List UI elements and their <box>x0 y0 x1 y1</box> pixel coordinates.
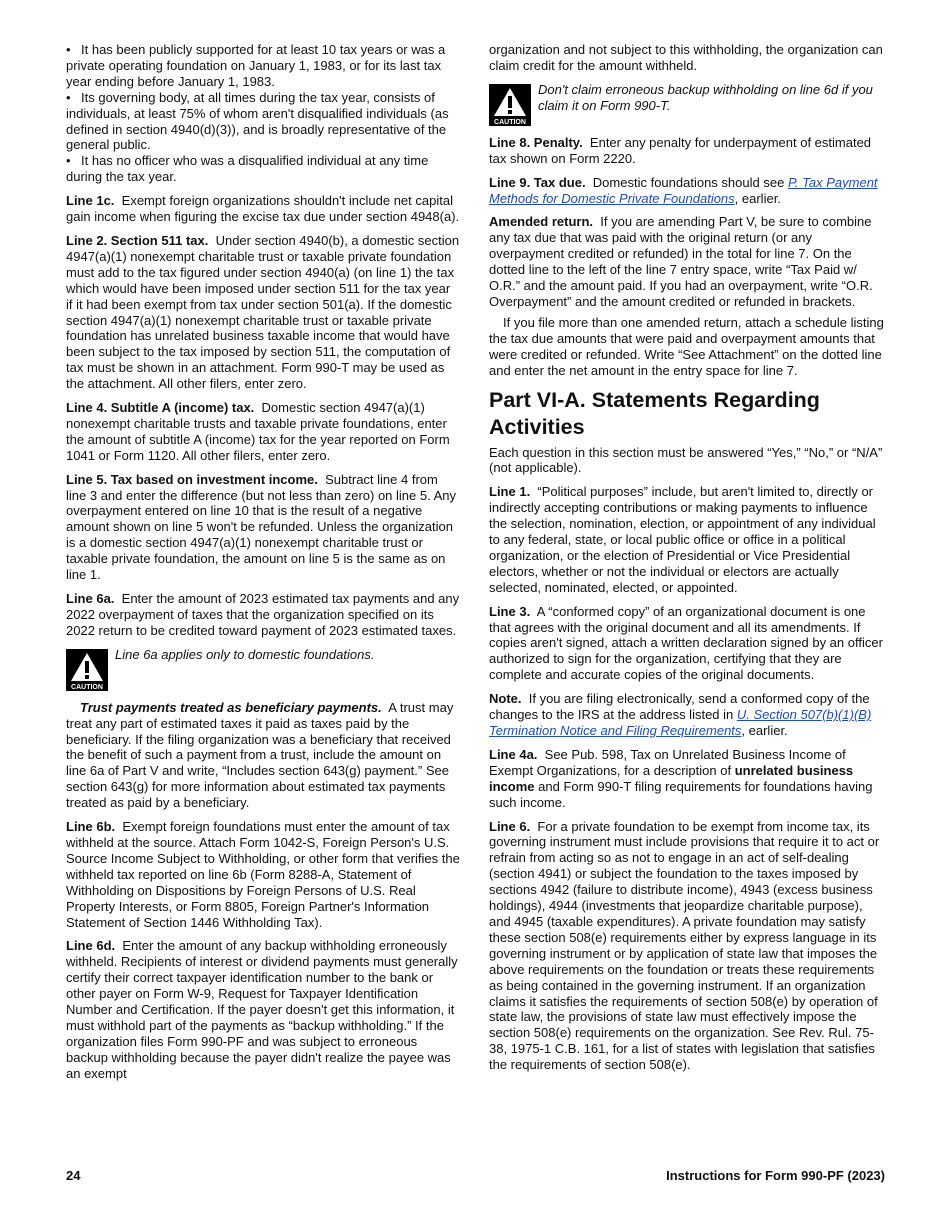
left-column <box>66 42 460 1082</box>
line-5-paragraph: Line 5. Tax based on investment income. Subtract line 4 from line 3 and enter the difference (but not less than zero) on line 5. Any overpayment entered on line 10 that is the result of a negative amount shown on line 5 won't be refunded. Unless the organization is a domestic section 4947(a)(1) nonexempt charitable trust or taxable private foundation, the amount on line 5 is the same as on line 1. <box>66 471 457 583</box>
trust-payments-paragraph: Trust payments treated as beneficiary payments. A trust may treat any part of estimated taxes it paid as taxes paid by the beneficiary. If the filing organization was a beneficiary that received the benefit of such a payment from a trust, include the amount on line 6a of Part V and write, “Includes section 643(g) payment.” See section 643(g) for more information about estimated tax payments treated as paid by a beneficiary. <box>66 699 454 811</box>
amended-return-paragraph: Amended return. If you are amending Part V, be sure to combine any tax due that was paid with the original return (or any overpayment credited or refunded) in the total for line 7. On the dotted line to the left of the line 7 entry space, write “Tax Paid w/ O.R.” and the amount paid. If you had an overpayment, write “O.R. Overpayment” and the amount credited or refunded in brackets. <box>489 214 873 309</box>
part-vi-a-heading: Part VI-A. Statements Regarding Activities <box>489 387 820 439</box>
caution-label: CAUTION <box>71 683 103 691</box>
tax-payment-methods-link[interactable]: P. Tax Payment Methods for Domestic Private Foundations <box>489 174 878 206</box>
part-line-3-paragraph: Line 3. A “conformed copy” of an organizational document is one that agrees with the original document and all its amendments. If copies aren't signed, attach a written declaration signed by an officer authorized to sign for the organization, certifying that they are complete and accurate copies of the original documents. <box>489 603 883 683</box>
caution-text: Don't claim erroneous backup withholding on line 6d if you claim it on Form 990-T. <box>538 81 873 113</box>
caution-note <box>489 82 885 126</box>
bullet-item: • It has been publicly supported for at least 10 tax years or was a private operating foundation on January 1, 1983, or for its last tax year ending before January 1, 1983. <box>66 42 446 89</box>
line-2-paragraph: Line 2. Section 511 tax. Under section 4940(b), a domestic section 4947(a)(1) nonexempt charitable trust or taxable private foundation must add to the tax figured under section 4940(a) (on line 1) the tax which would have been imposed under section 511 for the tax year if it had been exempt from tax under section 501(a). If the domestic section 4947(a)(1) nonexempt charitable trust or taxable private foundation has unrelated business taxable income that would have been subject to the tax imposed by section 511, the computation of tax must be shown in an attachment. Form 990-T may be used as the attachment. All other filers, enter zero. <box>66 232 460 392</box>
right-column <box>489 42 885 1073</box>
page-number: 24 <box>66 1168 81 1183</box>
continued-paragraph: organization and not subject to this withholding, the organization can claim credit for the amount withheld. <box>489 42 883 73</box>
caution-text: Line 6a applies only to domestic foundations. <box>115 646 375 662</box>
note-paragraph: Note. If you are filing electronically, send a conformed copy of the changes to the IRS at the address listed in U. Section 507(b)(1)(B) Termination Notice and Filing Requirements, earlier. <box>489 691 872 738</box>
part-line-4a-paragraph: Line 4a. See Pub. 598, Tax on Unrelated Business Income of Exempt Organizations, for a description of unrelated business income and Form 990-T filing requirements for foundations having such income. <box>489 746 873 810</box>
line-8-paragraph: Line 8. Penalty. Enter any penalty for underpayment of estimated tax shown on Form 2220. <box>489 134 872 166</box>
caution-note <box>66 647 460 691</box>
amended-return-paragraph-2: If you file more than one amended return, attach a schedule listing the tax due amounts that were paid and overpayment amounts that were credited or refunded. Write “See Attachment” on the dotted line and enter the net amount in the entry space for line 7. <box>489 314 884 378</box>
bullet-item: • It has no officer who was a disqualified individual at any time during the tax year. <box>66 153 429 185</box>
line-4-paragraph: Line 4. Subtitle A (income) tax. Domestic section 4947(a)(1) nonexempt charitable trusts and taxable private foundations, enter the amount of subtitle A (income) tax for the year reported on Form 1041 or Form 1120. All other filers, enter zero. <box>66 400 450 463</box>
line-6a-paragraph: Line 6a. Enter the amount of 2023 estimated tax payments and any 2022 overpayment of taxes that the organization specified on its 2022 return to be credited toward payment of 2023 estimated taxes. <box>66 591 460 638</box>
line-9-paragraph: Line 9. Tax due. Domestic foundations should see P. Tax Payment Methods for Domestic Private Foundations, earlier. <box>489 174 878 206</box>
bullet-item: • Its governing body, at all times during the tax year, consists of individuals, at least 75% of whom aren't disqualified individuals (as defined in section 4940(d)(3)), and is broadly representative of the general public. <box>66 89 449 153</box>
caution-icon <box>66 649 108 691</box>
line-6b-paragraph: Line 6b. Exempt foreign foundations must enter the amount of tax withheld at the source. Attach Form 1042-S, Foreign Person's U.S. Source Income Subject to Withholding, or other form that verifies the withheld tax reported on line 6b (Form 8288-A, Statement of Withholding on Dispositions by Foreign Persons of U.S. Real Property Interests, or Form 8805, Foreign Partner's Information Statement of Section 1446 Withholding Tax). <box>66 819 460 930</box>
termination-notice-link[interactable]: U. Section 507(b)(1)(B) Termination Notice and Filing Requirements <box>489 707 872 738</box>
line-1c-paragraph: Line 1c. Exempt foreign organizations shouldn't include net capital gain income when figuring the excise tax due under section 4948(a). <box>66 193 460 225</box>
part-intro-paragraph: Each question in this section must be answered “Yes,” “No,” or “N/A” (not applicable). <box>489 444 883 476</box>
part-line-1-paragraph: Line 1. “Political purposes” include, but aren't limited to, directly or indirectly accepting contributions or making payments to influence the selection, nomination, election, or appointment of any individual to any federal, state, or local public office or office in a political organization, or the election of Presidential or Vice Presidential electors, whether or not the individual or electors are actually selected, nominated, elected, or appointed. <box>489 484 876 595</box>
caution-label: CAUTION <box>494 118 526 126</box>
footer-form-title: Instructions for Form 990-PF (2023) <box>666 1168 885 1183</box>
line-6d-paragraph: Line 6d. Enter the amount of any backup withholding erroneously withheld. Recipients of interest or dividend payments must generally certify their correct taxpayer identification number to the bank or other payer on Form W-9, Request for Taxpayer Identification Number and Certification. If the payer doesn't get this information, it must withhold part of the payments as “backup withholding.” If the organization files Form 990-PF and was subject to erroneous backup withholding because the payer didn't realize the payee was an exempt <box>66 938 458 1081</box>
part-line-6-paragraph: Line 6. For a private foundation to be exempt from income tax, its governing instrument must include provisions that require it to act or refrain from acting so as not to engage in an act of self-dealing (section 4941) or subject the foundation to the taxes imposed by sections 4942 (failure to distribute income), 4943 (excess business holdings), 4944 (investments that jeopardize charitable purpose), and 4945 (taxable expenditures). A private foundation may satisfy these section 508(e) requirements either by express language in its governing instrument or by application of state law that imposes the above requirements on the foundation or treats these requirements as being contained in the governing instrument. If an organization claims it satisfies the requirements of section 508(e) by operation of state law, the provisions of state law must effectively impose the section 508(e) requirements on the organization. See Rev. Rul. 75-38, 1975-1 C.B. 161, for a list of states with legislation that satisfies the requirements of section 508(e). <box>489 818 880 1073</box>
caution-icon <box>489 84 531 126</box>
